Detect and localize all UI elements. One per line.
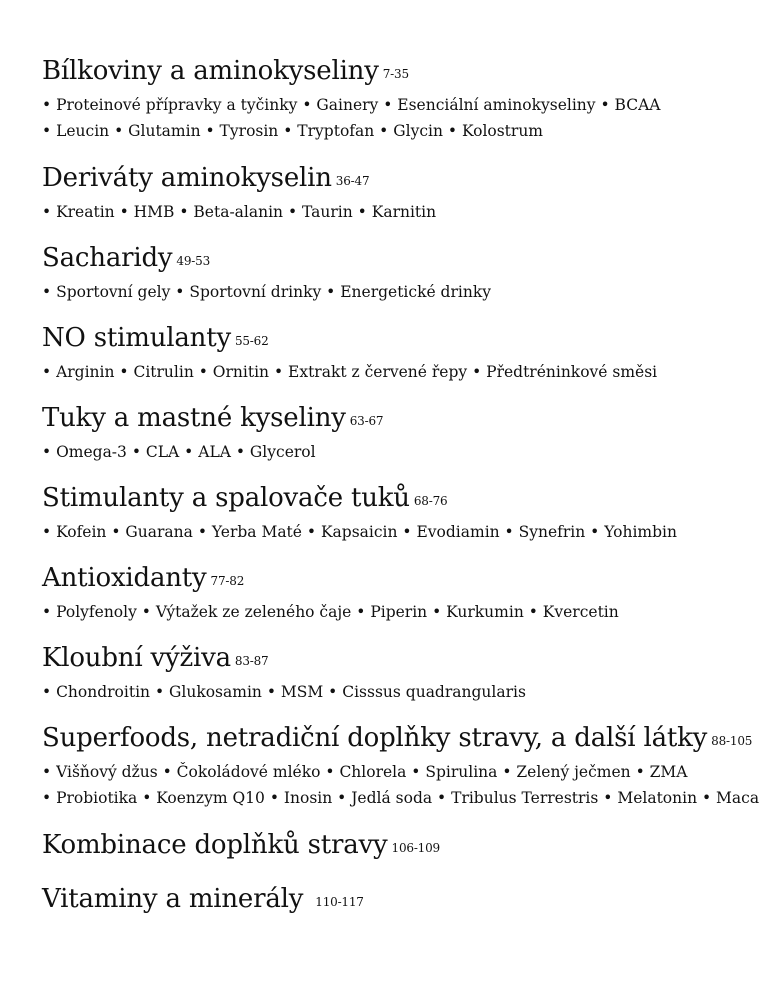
item-list [42,599,619,625]
page-range: 106-109 [391,841,440,855]
section-no-stimulanty [42,323,657,385]
page-range: 83-87 [234,654,269,668]
item-row: • Chondroitin • Glukosamin • MSM • Cisssus quadrangularis [42,683,526,701]
item-list [42,279,491,305]
page-range: 49-53 [176,254,211,268]
item-list [42,759,759,811]
item-list [42,519,677,545]
section-heading [42,563,619,597]
page-range: 55-62 [234,334,269,348]
page-range: 88-105 [711,734,753,748]
item-row: • Sportovní gely • Sportovní drinky • Energetické drinky [42,283,491,301]
item-row: • Kofein • Guarana • Yerba Maté • Kapsaicin • Evodiamin • Synefrin • Yohimbin [42,523,677,541]
item-row: • Arginin • Citrulin • Ornitin • Extrakt z červené řepy • Předtréninkové směsi [42,363,658,381]
page-range: 7-35 [382,67,409,81]
item-list [42,439,383,465]
page-range: 110-117 [315,895,364,909]
item-list [42,679,526,705]
item-row: • Omega-3 • CLA • ALA • Glycerol [42,443,316,461]
section-title: Sacharidy [42,243,173,273]
section-antioxidanty [42,563,619,625]
item-row: • Proteinové přípravky a tyčinky • Gainery • Esenciální aminokyseliny • BCAA [42,96,661,114]
section-title: Bílkoviny a aminokyseliny [42,56,379,86]
item-row: • Višňový džus • Čokoládové mléko • Chlorela • Spirulina • Zelený ječmen • ZMA [42,763,688,781]
section-title: Superfoods, netradiční doplňky stravy, a další látky [42,723,708,753]
section-heading [42,56,660,90]
page-range: 36-47 [335,174,370,188]
section-heading [42,243,491,277]
item-list [42,359,657,385]
section-heading [42,830,440,864]
section-heading [42,163,436,197]
item-list [42,199,436,225]
section-title: Tuky a mastné kyseliny [42,403,346,433]
item-row: • Polyfenoly • Výtažek ze zeleného čaje • Piperin • Kurkumin • Kvercetin [42,603,619,621]
section-derivaty [42,163,436,225]
section-bilkoviny [42,56,660,144]
section-heading [42,723,759,757]
section-heading [42,483,677,517]
item-list [42,92,660,144]
section-heading [42,403,383,437]
page-range: 68-76 [413,494,448,508]
section-superfoods [42,723,759,811]
item-row: • Leucin • Glutamin • Tyrosin • Tryptofan • Glycin • Kolostrum [42,122,544,140]
section-title: Deriváty aminokyselin [42,163,332,193]
page-range: 77-82 [210,574,245,588]
item-row: • Kreatin • HMB • Beta-alanin • Taurin • Karnitin [42,203,437,221]
section-heading [42,323,657,357]
section-title: NO stimulanty [42,323,231,353]
section-title: Antioxidanty [42,563,207,593]
page-range: 63-67 [349,414,384,428]
section-title: Vitaminy a minerály [42,884,304,914]
section-stimulanty [42,483,677,545]
section-tuky [42,403,383,465]
section-sacharidy [42,243,491,305]
section-title: Kombinace doplňků stravy [42,830,388,860]
section-kombinace [42,830,440,864]
section-heading [42,643,526,677]
section-title: Kloubní výživa [42,643,231,673]
section-kloubni-vyziva [42,643,526,705]
section-vitaminy [42,884,364,918]
item-row: • Probiotika • Koenzym Q10 • Inosin • Jedlá soda • Tribulus Terrestris • Melatonin • Maca [42,789,759,807]
section-heading [42,884,364,918]
section-title: Stimulanty a spalovače tuků [42,483,410,513]
